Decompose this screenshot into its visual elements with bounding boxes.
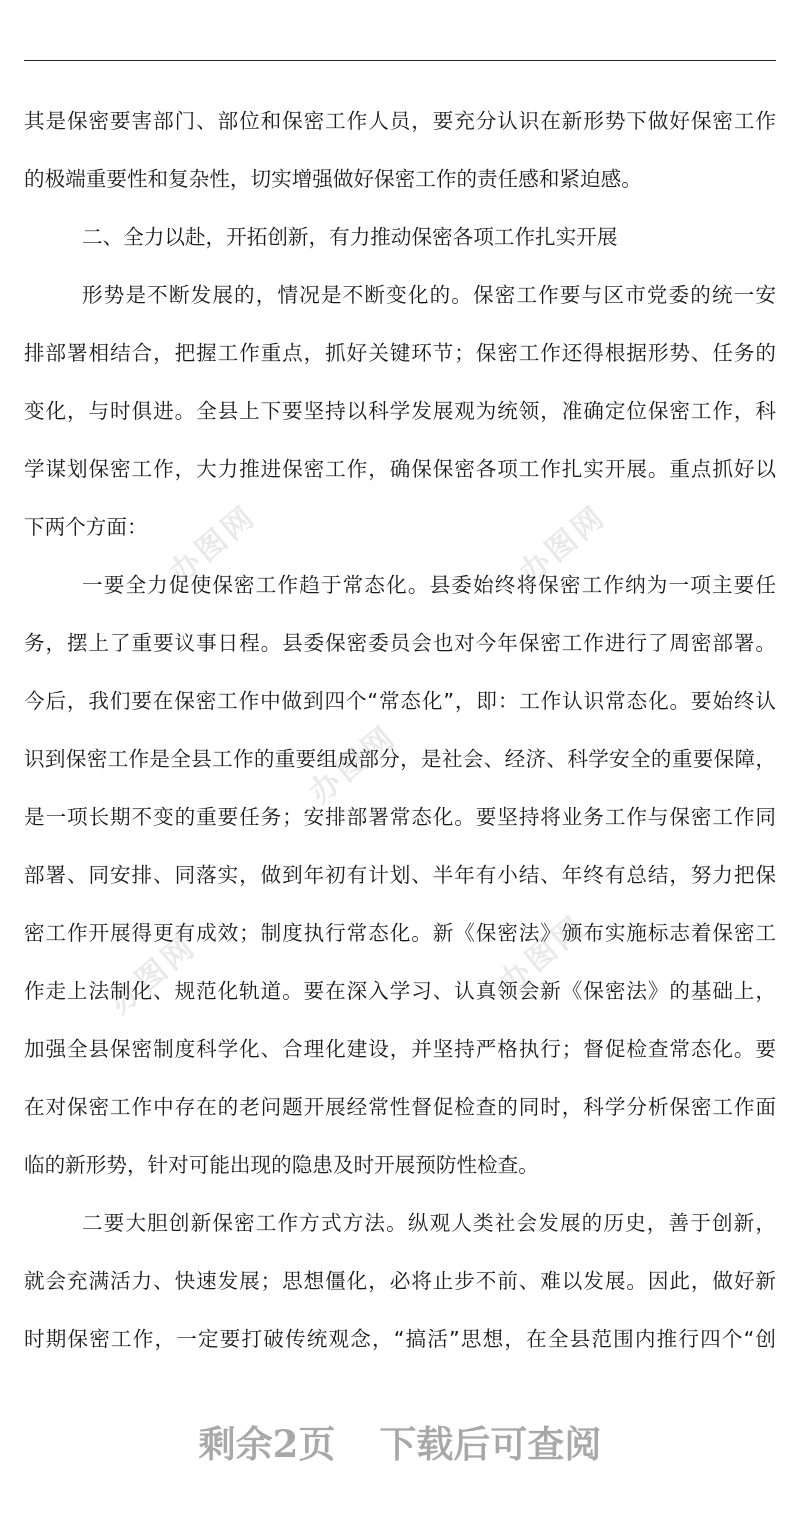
text-line: 在对保密工作中存在的老问题开展经常性督促检查的同时，科学分析保密工作面: [24, 1095, 776, 1119]
text-line: 加强全县保密制度科学化、合理化建设，并坚持严格执行；督促检查常态化。要: [24, 1037, 776, 1061]
document-body: [24, 92, 776, 1368]
text-line: 务，摆上了重要议事日程。县委保密委员会也对今年保密工作进行了周密部署。: [24, 631, 776, 655]
text-line: 下两个方面：: [24, 515, 148, 539]
text-line: 今后，我们要在保密工作中做到四个“常态化”，即：工作认识常态化。要始终认: [24, 689, 776, 713]
text-line: 作走上法制化、规范化轨道。要在深入学习、认真领会新《保密法》的基础上，: [24, 979, 776, 1003]
text-line: 排部署相结合，把握工作重点，抓好关键环节；保密工作还得根据形势、任务的: [24, 341, 776, 365]
text-line: 形势是不断发展的，情况是不断变化的。保密工作要与区市党委的统一安: [82, 283, 776, 307]
text-line: 密工作开展得更有成效；制度执行常态化。新《保密法》颁布实施标志着保密工: [24, 921, 776, 945]
text-line: 学谋划保密工作，大力推进保密工作，确保保密各项工作扎实开展。重点抓好以: [24, 457, 776, 481]
watermark: 办图网: [302, 718, 404, 811]
text-line: 部署、同安排、同落实，做到年初有计划、半年有小结、年终有总结，努力把保: [24, 863, 776, 887]
text-line: 临的新形势，针对可能出现的隐患及时开展预防性检查。: [24, 1153, 539, 1177]
watermark: 办图网: [162, 498, 264, 591]
text-line: 二、全力以赴，开拓创新，有力推动保密各项工作扎实开展: [82, 225, 618, 249]
download-to-view-label: 下载后可查阅: [379, 1422, 602, 1466]
remaining-pages-label: 剩余2页: [198, 1422, 336, 1466]
text-line: 时期保密工作，一定要打破传统观念，“搞活”思想，在全县范围内推行四个“创: [24, 1327, 776, 1351]
text-line: 二要大胆创新保密工作方式方法。纵观人类社会发展的历史，善于创新，: [82, 1211, 776, 1235]
text-line: 其是保密要害部门、部位和保密工作人员，要充分认识在新形势下做好保密工作: [24, 109, 776, 133]
text-line: 的极端重要性和复杂性，切实增强做好保密工作的责任感和紧迫感。: [24, 167, 642, 191]
download-prompt[interactable]: [0, 1414, 800, 1468]
top-divider: [24, 60, 776, 61]
watermark: 办图网: [492, 908, 594, 1001]
text-line: 是一项长期不变的重要任务；安排部署常态化。要坚持将业务工作与保密工作同: [24, 805, 776, 829]
text-line: 一要全力促使保密工作趋于常态化。县委始终将保密工作纳为一项主要任: [82, 573, 776, 597]
watermark: 办图网: [102, 928, 204, 1021]
text-line: 识到保密工作是全县工作的重要组成部分，是社会、经济、科学安全的重要保障，: [24, 747, 776, 771]
text-line: 变化，与时俱进。全县上下要坚持以科学发展观为统领，准确定位保密工作，科: [24, 399, 776, 423]
watermark: 办图网: [512, 498, 614, 591]
text-line: 就会充满活力、快速发展；思想僵化，必将止步不前、难以发展。因此，做好新: [24, 1269, 776, 1293]
